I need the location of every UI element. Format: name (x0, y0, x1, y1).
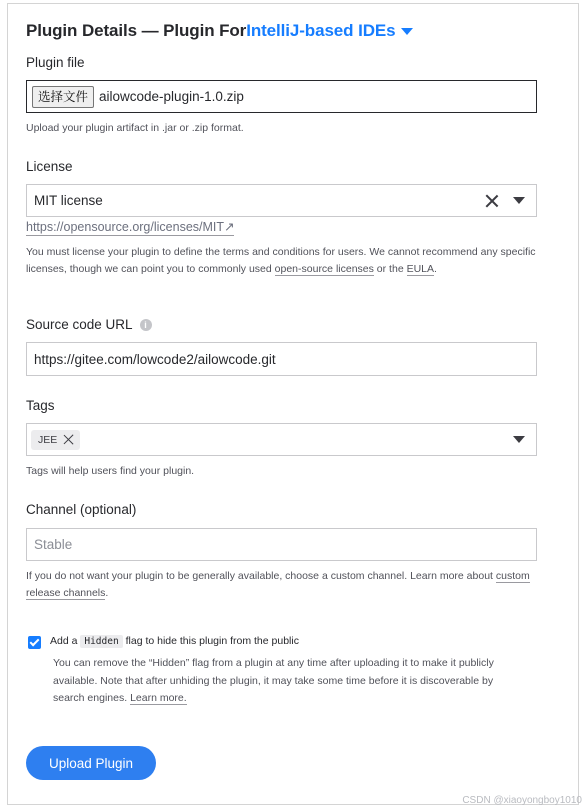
choose-file-button[interactable]: 选择文件 (32, 86, 94, 108)
channel-input[interactable] (26, 528, 537, 561)
plugin-file-hint: Upload your plugin artifact in .jar or .zip format. (26, 122, 244, 134)
license-hint-text: You must license your plugin to define the terms and conditions for users. We cannot recommend any specific licenses, though we can point you to commonly used (26, 246, 536, 275)
hidden-flag-label-text: Add a (50, 635, 81, 647)
learn-more-link[interactable]: Learn more. (130, 692, 187, 704)
license-hint (26, 244, 538, 278)
info-icon[interactable]: i (140, 319, 152, 331)
source-code-label (26, 317, 152, 332)
license-hint-text-3: . (434, 263, 437, 275)
dropdown-arrow-icon[interactable] (513, 197, 525, 204)
license-link[interactable]: https://opensource.org/licenses/MIT↗ (26, 220, 235, 234)
channel-hint (26, 568, 538, 602)
license-select-value: MIT license (34, 193, 103, 208)
tags-hint: Tags will help users find your plugin. (26, 465, 195, 477)
product-selector[interactable] (246, 21, 413, 41)
tags-label: Tags (26, 398, 55, 413)
channel-hint-text: If you do not want your plugin to be generally available, choose a custom channel. Learn more about (26, 570, 496, 582)
hidden-flag-label (50, 635, 299, 647)
eula-link[interactable]: EULA (406, 263, 435, 275)
hidden-flag-hint-text: You can remove the “Hidden” flag from a plugin at any time after uploading it to make it publicly available. Note that after unhiding the plugin, it may take some time before it is discoverable by search engines. (53, 657, 494, 704)
watermark: CSDN @xiaoyongboy1010 (462, 795, 582, 806)
open-source-licenses-link[interactable]: open-source licenses (274, 263, 374, 275)
tag-chip (31, 430, 80, 450)
tags-chip-area (27, 430, 499, 450)
product-selector-label: IntelliJ-based IDEs (246, 21, 396, 40)
remove-tag-icon[interactable] (63, 434, 74, 445)
hidden-flag-label-text-2: flag to hide this plugin from the public (122, 635, 299, 647)
license-select[interactable] (26, 184, 537, 217)
dropdown-arrow-icon[interactable] (513, 436, 525, 443)
tags-select[interactable] (26, 423, 537, 456)
channel-label: Channel (optional) (26, 502, 137, 517)
clear-icon[interactable] (485, 194, 499, 208)
hidden-flag-hint (53, 655, 513, 708)
plugin-file-label: Plugin file (26, 55, 85, 70)
hidden-code: Hidden (80, 635, 122, 648)
chevron-down-icon (401, 28, 413, 35)
channel-placeholder: Stable (34, 537, 73, 552)
page-title-prefix: Plugin Details — Plugin For (26, 21, 247, 40)
page-title (26, 21, 413, 41)
tag-chip-label: JEE (38, 433, 58, 446)
plugin-file-input[interactable] (26, 80, 537, 113)
selected-file-name: ailowcode-plugin-1.0.zip (99, 89, 244, 104)
custom-release-channels-link[interactable]: custom release channels (26, 570, 530, 599)
source-code-url-value: https://gitee.com/lowcode2/ailowcode.git (34, 351, 276, 367)
hidden-flag-checkbox[interactable] (28, 636, 41, 649)
channel-hint-text-2: . (105, 587, 109, 599)
license-label: License (26, 159, 73, 174)
source-code-label-text: Source code URL (26, 317, 133, 332)
license-hint-text-2: or the (373, 263, 407, 275)
source-code-url-input[interactable] (26, 342, 537, 376)
upload-plugin-button[interactable]: Upload Plugin (26, 746, 156, 780)
